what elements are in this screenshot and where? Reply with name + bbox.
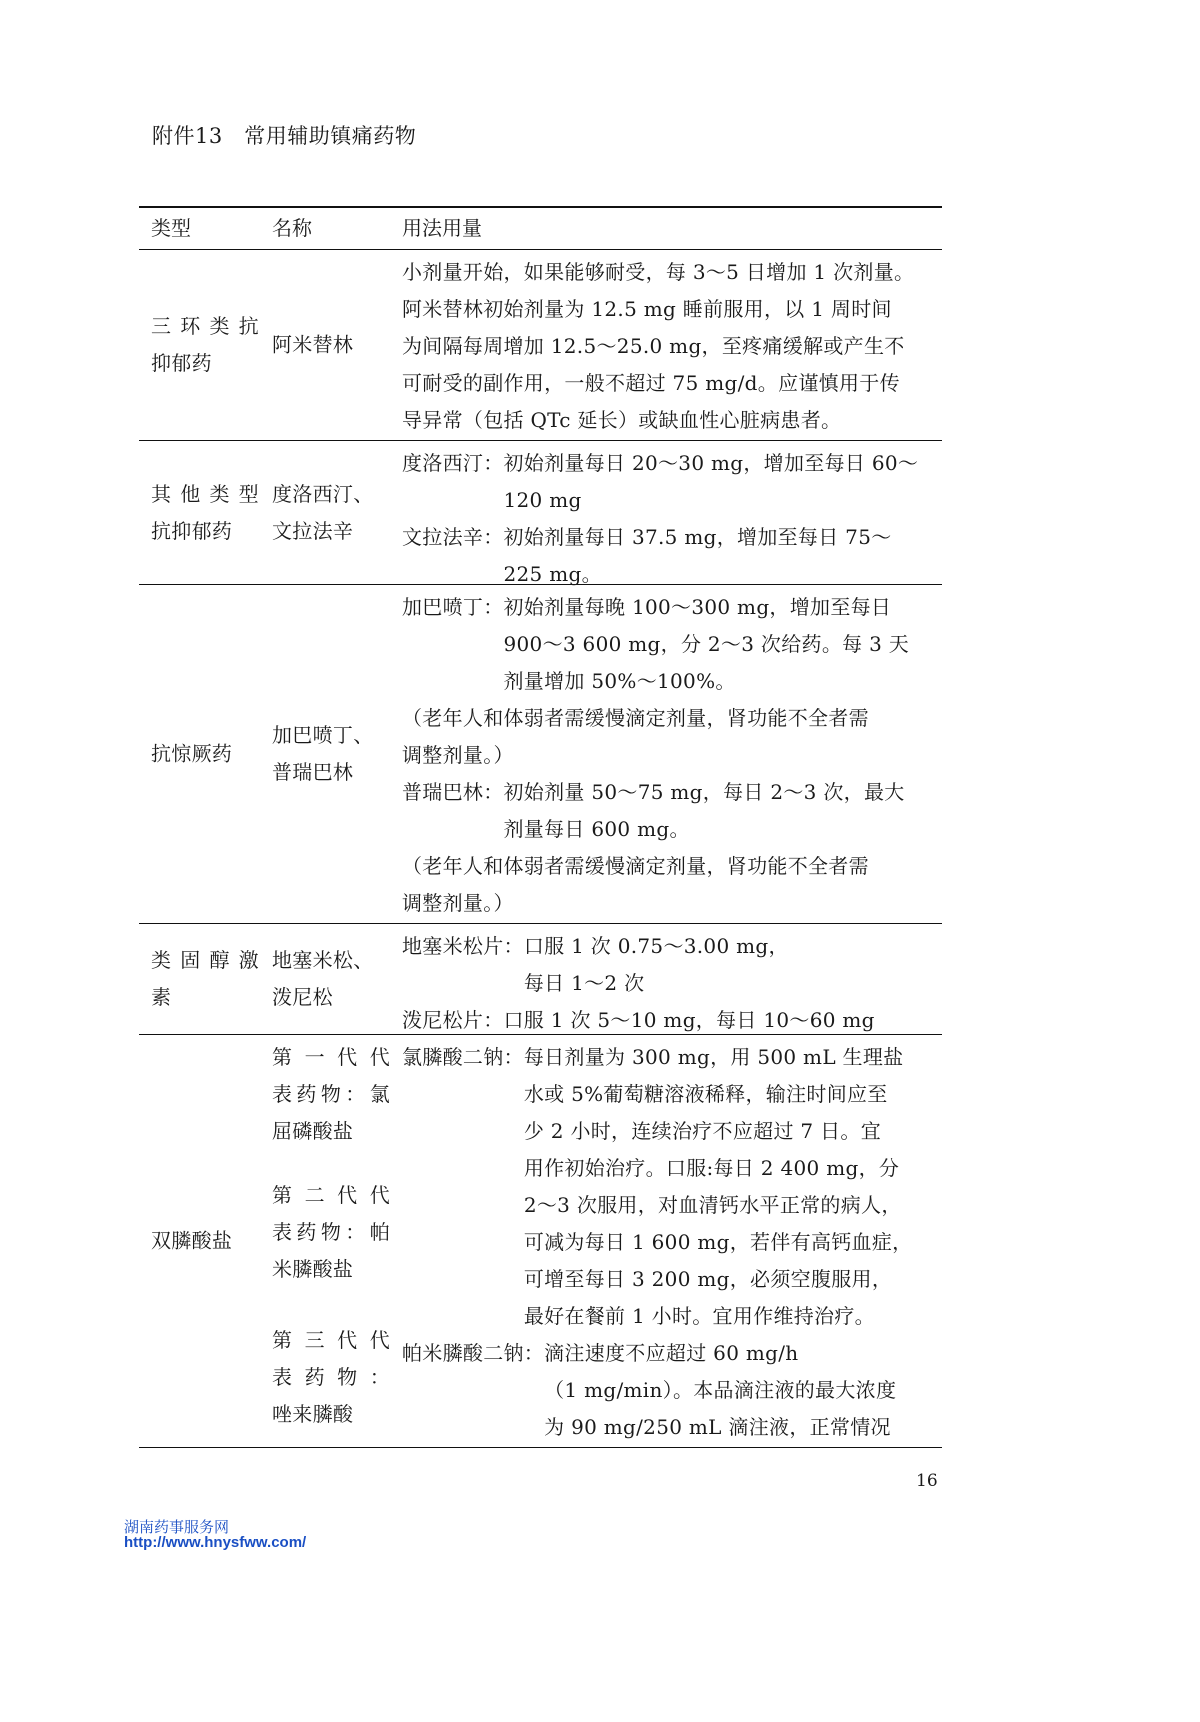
char: 表 (272, 1365, 293, 1389)
name-line (272, 1039, 390, 1076)
char: 二 (304, 1183, 325, 1207)
char: ： (369, 1365, 390, 1389)
name-line: 普瑞巴林 (272, 760, 354, 784)
row-name (272, 942, 390, 1016)
usage-line: 口服 1 次 5～10 mg，每日 10～60 mg (503, 1008, 875, 1032)
row-usage (402, 1039, 934, 1446)
table-header-row (139, 208, 942, 250)
name-line: 唑来膦酸 (272, 1402, 354, 1426)
char: 帕 (369, 1220, 390, 1244)
usage-line: 120 mg (503, 488, 582, 512)
header-type: 类型 (151, 216, 191, 240)
char: 代 (369, 1183, 390, 1207)
usage-line: 初始剂量每日 37.5 mg，增加至每日 75～ (503, 525, 892, 549)
drug-label: 加巴喷丁： (402, 595, 504, 619)
name-line (272, 1177, 390, 1214)
name-line: 屈磷酸盐 (272, 1119, 354, 1143)
name-line: 加巴喷丁、 (272, 723, 374, 747)
usage-line: 阿米替林初始剂量为 12.5 mg 睡前服用，以 1 周时间 (402, 297, 892, 321)
type-line (151, 942, 259, 979)
row-usage (402, 589, 934, 922)
usage-line: 可增至每日 3 200 mg，必须空腹服用， (523, 1267, 893, 1291)
char: 第 (272, 1045, 293, 1069)
drug-label: 氯膦酸二钠： (402, 1045, 524, 1069)
char: 代 (337, 1183, 358, 1207)
row-usage (402, 445, 934, 593)
row-type (151, 1223, 259, 1260)
usage-entry (402, 519, 934, 593)
row-type (151, 308, 259, 382)
usage-line: 可减为每日 1 600 mg，若伴有高钙血症， (523, 1230, 913, 1254)
usage-line: 滴注速度不应超过 60 mg/h (544, 1341, 799, 1365)
char: 环 (180, 314, 201, 338)
name-line: 文拉法辛 (272, 518, 354, 543)
usage-line: （老年人和体弱者需缓慢滴定剂量，肾功能不全者需 (402, 706, 869, 730)
usage-line: 用作初始治疗。口服:每日 2 400 mg，分 (523, 1156, 900, 1180)
drug-label: 泼尼松片： (402, 1008, 504, 1032)
usage-line: 可耐受的副作用，一般不超过 75 mg/d。应谨慎用于传 (402, 371, 900, 395)
char: 类 (209, 314, 230, 338)
usage-line: 导异常（包括 QTc 延长）或缺血性心脏病患者。 (402, 408, 842, 432)
drug-generation (272, 1039, 390, 1177)
char: 类 (209, 481, 230, 506)
char: ： (345, 1220, 366, 1244)
table-row (139, 441, 942, 585)
char: 三 (151, 314, 172, 338)
usage-line: 为间隔每周增加 12.5～25.0 mg，至疼痛缓解或产生不 (402, 334, 905, 358)
char: 他 (180, 481, 201, 506)
table-row (139, 585, 942, 924)
char: 氯 (369, 1082, 390, 1106)
char: 药 (304, 1365, 325, 1389)
char: 表 (272, 1220, 293, 1244)
char: 型 (238, 481, 259, 506)
row-usage (402, 254, 934, 439)
char: 代 (337, 1045, 358, 1069)
usage-line: 初始剂量 50～75 mg，每日 2～3 次，最大 (503, 780, 905, 804)
usage-note (402, 848, 934, 922)
char: 类 (151, 948, 172, 972)
char: 固 (180, 948, 201, 972)
header-name: 名称 (272, 216, 312, 240)
usage-line: 剂量每日 600 mg。 (503, 817, 690, 841)
char: 代 (369, 1328, 390, 1352)
table-row (139, 924, 942, 1035)
usage-entry (402, 445, 934, 519)
drug-label: 普瑞巴林： (402, 780, 504, 804)
usage-line: 初始剂量每晚 100～300 mg，增加至每日 (503, 595, 892, 619)
usage-entry (402, 774, 934, 848)
row-type (151, 476, 259, 550)
page-number: 16 (916, 1471, 938, 1491)
name-line: 米膦酸盐 (272, 1257, 354, 1281)
char: 激 (238, 948, 259, 972)
type-line: 素 (151, 985, 172, 1009)
char: 醇 (209, 948, 230, 972)
name-line: 泼尼松 (272, 985, 333, 1009)
name-line: 阿米替林 (272, 332, 354, 357)
type-line: 抑郁药 (151, 351, 212, 375)
drug-label: 帕米膦酸二钠： (402, 1341, 545, 1365)
usage-line: （1 mg/min）。本品滴注液的最大浓度 (544, 1378, 897, 1402)
row-type (151, 942, 259, 1016)
usage-entry (402, 1002, 934, 1039)
drug-generation (272, 1322, 390, 1433)
drug-label: 度洛西汀： (402, 451, 504, 475)
usage-line: 少 2 小时，连续治疗不应超过 7 日。宜 (523, 1119, 881, 1143)
usage-note (402, 700, 934, 774)
usage-line: 每日 1～2 次 (523, 971, 645, 995)
type-line: 抗惊厥药 (151, 741, 233, 766)
row-name (272, 1039, 390, 1433)
char: 表 (272, 1082, 293, 1106)
name-line (272, 1322, 390, 1359)
row-name (272, 476, 390, 550)
type-line: 抗抑郁药 (151, 518, 233, 543)
name-line: 地塞米松、 (272, 948, 374, 972)
char: 物 (337, 1365, 358, 1389)
name-line (272, 1076, 390, 1113)
footer-site-name: 湖南药事服务网 (124, 1518, 230, 1536)
drug-generation (272, 1177, 390, 1322)
usage-line: 调整剂量。） (402, 743, 514, 767)
char: ： (345, 1082, 366, 1106)
type-line (151, 476, 259, 513)
usage-entry (402, 589, 934, 700)
char: 药 (296, 1220, 317, 1244)
page-heading: 附件13 常用辅助镇痛药物 (152, 124, 417, 148)
type-line: 双膦酸盐 (151, 1228, 233, 1253)
usage-line: 口服 1 次 0.75～3.00 mg， (523, 934, 789, 958)
row-name (272, 717, 390, 791)
footer-url-link[interactable]: http://www.hnysfww.com/ (124, 1534, 307, 1551)
char: 三 (304, 1328, 325, 1352)
drug-label: 文拉法辛： (402, 525, 504, 549)
char: 代 (369, 1045, 390, 1069)
usage-line: 最好在餐前 1 小时。宜用作维持治疗。 (523, 1304, 875, 1328)
header-usage: 用法用量 (402, 216, 482, 240)
char: 物 (320, 1082, 342, 1106)
drug-label: 地塞米松片： (402, 934, 524, 958)
char: 一 (304, 1045, 325, 1069)
usage-line: 初始剂量每日 20～30 mg，增加至每日 60～ (503, 451, 919, 475)
usage-line: 小剂量开始，如果能够耐受，每 3～5 日增加 1 次剂量。 (402, 260, 915, 284)
usage-entry (402, 1039, 934, 1335)
usage-line: 每日剂量为 300 mg，用 500 mL 生理盐 (523, 1045, 904, 1069)
name-line: 度洛西汀、 (272, 481, 374, 506)
char: 代 (337, 1328, 358, 1352)
usage-line: 225 mg。 (503, 562, 602, 586)
char: 第 (272, 1183, 293, 1207)
usage-line: 900～3 600 mg，分 2～3 次给药。每 3 天 (503, 632, 910, 656)
row-name (272, 327, 390, 364)
char: 物 (320, 1220, 342, 1244)
char: 抗 (238, 314, 259, 338)
char: 其 (151, 481, 172, 506)
row-usage (402, 928, 934, 1039)
type-line (151, 308, 259, 345)
adjuvant-analgesics-table (139, 206, 942, 1448)
usage-line: 水或 5%葡萄糖溶液稀释，输注时间应至 (523, 1082, 888, 1106)
usage-entry (402, 928, 934, 1002)
usage-line: 为 90 mg/250 mL 滴注液，正常情况 (544, 1415, 891, 1439)
usage-entry (402, 1335, 934, 1446)
usage-line: （老年人和体弱者需缓慢滴定剂量，肾功能不全者需 (402, 854, 869, 878)
usage-line: 2～3 次服用，对血清钙水平正常的病人， (523, 1193, 902, 1217)
table-row (139, 250, 942, 441)
char: 药 (296, 1082, 317, 1106)
name-line (272, 1214, 390, 1251)
usage-line: 剂量增加 50%～100%。 (503, 669, 736, 693)
name-line (272, 1359, 390, 1396)
char: 第 (272, 1328, 293, 1352)
usage-line: 调整剂量。） (402, 891, 514, 915)
row-type (151, 736, 259, 773)
table-row (139, 1035, 942, 1448)
